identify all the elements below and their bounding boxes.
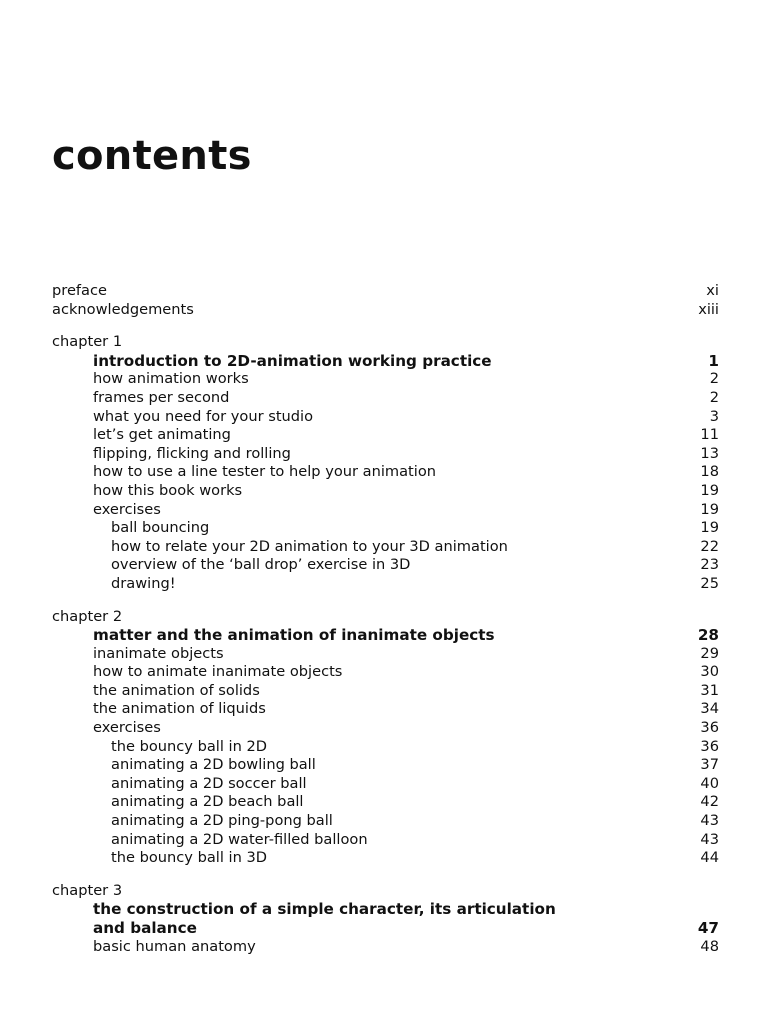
page-number: 19 (700, 481, 719, 499)
page-number: 11 (700, 426, 719, 444)
page-number: 23 (700, 556, 719, 574)
page-number: 44 (700, 849, 719, 867)
page-number: 18 (700, 463, 719, 481)
toc-entry (52, 445, 719, 464)
entry-title: preface (52, 282, 108, 299)
chapter-title (52, 900, 719, 938)
page-number: 43 (700, 830, 719, 848)
toc-entry (52, 756, 719, 775)
page-number: 36 (700, 737, 719, 755)
toc-entry (52, 775, 719, 794)
chapter-label (52, 882, 719, 901)
toc-entry (52, 663, 719, 682)
page-number: 47 (697, 919, 719, 938)
entry-title: overview of the ‘ball drop’ exercise in 3D (111, 556, 411, 574)
toc-entry (52, 645, 719, 664)
toc-entry (52, 938, 719, 957)
entry-title: matter and the animation of inanimate objects (93, 626, 495, 645)
entry-title: introduction to 2D-animation working practice (93, 351, 492, 370)
page-number: 42 (700, 793, 719, 811)
entry-title: exercises (93, 500, 161, 518)
entry-title: what you need for your studio (93, 407, 314, 425)
toc-entry (52, 408, 719, 427)
toc-entry (52, 719, 719, 738)
page-number: 40 (700, 774, 719, 792)
toc-entry (52, 575, 719, 594)
page-number: 1 (708, 351, 719, 370)
entry-title: animating a 2D beach ball (111, 793, 304, 811)
entry-title: how to use a line tester to help your animation (93, 463, 437, 481)
chapter-title-text: the construction of a simple character, its articulation and balance (93, 900, 556, 938)
entry-title: exercises (93, 719, 161, 737)
entry-title: flipping, flicking and rolling (93, 444, 291, 462)
entry-title: animating a 2D bowling ball (111, 756, 316, 774)
entry-title: let’s get animating (93, 426, 231, 444)
entry-title: drawing! (111, 574, 176, 592)
page-number: 25 (700, 574, 719, 592)
chapter-title (52, 352, 719, 371)
entry-title: frames per second (93, 388, 230, 406)
page-number: 19 (700, 500, 719, 518)
toc-entry (52, 556, 719, 575)
toc-entry (52, 812, 719, 831)
toc-entry (52, 849, 719, 868)
page-number: 28 (697, 626, 719, 645)
toc-entry (52, 700, 719, 719)
toc-front-matter-entry (52, 301, 719, 320)
entry-title: ball bouncing (111, 519, 210, 537)
entry-title: chapter 1 (52, 333, 123, 351)
toc-entry (52, 738, 719, 757)
toc-entry (52, 482, 719, 501)
page-number: 22 (700, 537, 719, 555)
chapter-label (52, 333, 719, 352)
toc-entry (52, 538, 719, 557)
page-number: 43 (700, 812, 719, 830)
entry-title: animating a 2D soccer ball (111, 774, 307, 792)
entry-title: chapter 2 (52, 607, 123, 625)
page-number: 3 (709, 407, 719, 425)
page-number: 29 (700, 644, 719, 662)
entry-title: acknowledgements (52, 300, 194, 318)
page-number: xi (706, 282, 719, 299)
entry-title: the animation of liquids (93, 700, 266, 718)
entry-title: how to relate your 2D animation to your 3D animation (111, 537, 508, 555)
table-of-contents (52, 282, 719, 957)
page-number: 2 (709, 370, 719, 388)
page-number: 31 (700, 681, 719, 699)
toc-entry (52, 831, 719, 850)
toc-entry (52, 426, 719, 445)
toc-entry (52, 501, 719, 520)
page-number: 37 (700, 756, 719, 774)
toc-front-matter-entry (52, 282, 719, 301)
toc-entry (52, 370, 719, 389)
entry-title: the animation of solids (93, 681, 260, 699)
entry-title: the bouncy ball in 2D (111, 737, 267, 755)
page-number: 30 (700, 663, 719, 681)
page-number: 19 (700, 519, 719, 537)
entry-title: inanimate objects (93, 644, 224, 662)
page-number: 13 (700, 444, 719, 462)
toc-entry (52, 519, 719, 538)
page-number: 36 (700, 719, 719, 737)
toc-entry (52, 463, 719, 482)
toc-entry (52, 793, 719, 812)
page-number: 2 (709, 388, 719, 406)
entry-title: animating a 2D ping-pong ball (111, 812, 333, 830)
page-number: 34 (700, 700, 719, 718)
page-number: 48 (700, 938, 719, 956)
entry-title: how to animate inanimate objects (93, 663, 343, 681)
toc-entry (52, 682, 719, 701)
entry-title: how animation works (93, 370, 249, 388)
entry-title: basic human anatomy (93, 938, 256, 956)
toc-entry (52, 389, 719, 408)
chapter-title (52, 626, 719, 645)
entry-title: chapter 3 (52, 881, 123, 899)
page-title: contents (52, 133, 252, 179)
chapter-label (52, 608, 719, 627)
page-number: xiii (698, 300, 719, 318)
entry-title: the bouncy ball in 3D (111, 849, 267, 867)
entry-title: how this book works (93, 481, 243, 499)
entry-title: animating a 2D water-filled balloon (111, 830, 368, 848)
